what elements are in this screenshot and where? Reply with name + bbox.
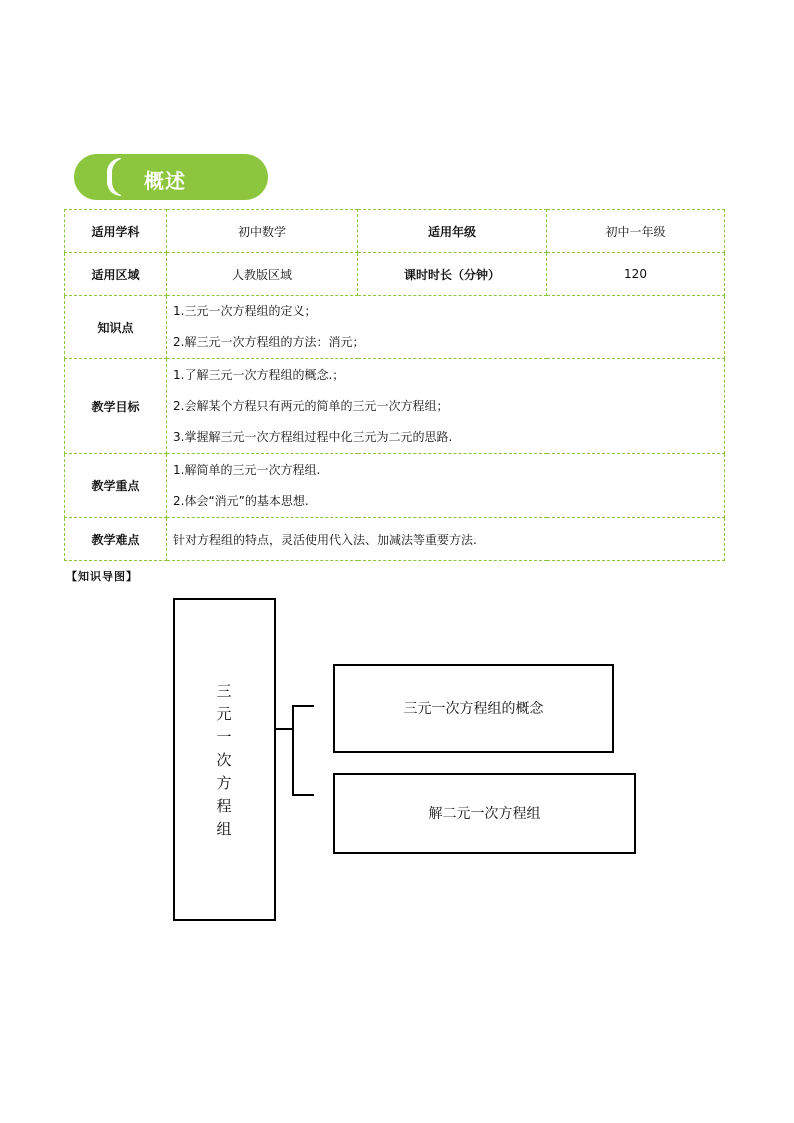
region-label: 适用区域 <box>65 253 167 296</box>
table-row <box>65 210 725 253</box>
knowledge-list <box>167 296 725 359</box>
connector-branch1 <box>292 705 314 707</box>
list-item: 2.体会“消元”的基本思想. <box>173 493 309 508</box>
banner-title: 概述 <box>144 169 186 193</box>
connector-branch2 <box>292 794 314 796</box>
connector-vertical <box>292 705 294 796</box>
course-info-table <box>64 209 725 561</box>
table-row <box>65 518 725 561</box>
region-value: 人教版区域 <box>167 253 358 296</box>
difficulty-label: 教学难点 <box>65 518 167 561</box>
keypoints-label: 教学重点 <box>65 454 167 518</box>
subject-value: 初中数学 <box>167 210 358 253</box>
table-row <box>65 253 725 296</box>
subject-label: 适用学科 <box>65 210 167 253</box>
connector-stem <box>274 728 294 730</box>
mindmap-root-label: 三 元 一 次 方 程 组 <box>216 682 232 838</box>
list-item: 2.会解某个方程只有两元的简单的三元一次方程组； <box>173 398 449 413</box>
mindmap-branch1-label: 三元一次方程组的概念 <box>403 701 544 717</box>
grade-label: 适用年级 <box>358 210 547 253</box>
difficulty-text: 针对方程组的特点，灵活使用代入法、加减法等重要方法. <box>167 518 725 561</box>
mindmap-branch2-label: 解二元一次方程组 <box>428 806 541 822</box>
goals-label: 教学目标 <box>65 359 167 454</box>
overview-banner <box>74 154 268 200</box>
duration-value: 120 <box>547 253 725 296</box>
grade-value: 初中一年级 <box>547 210 725 253</box>
list-item: 2.解三元一次方程组的方法：消元； <box>173 335 365 349</box>
list-item: 1.了解三元一次方程组的概念.； <box>173 367 345 382</box>
duration-label: 课时时长（分钟） <box>358 253 547 296</box>
banner-notch-inner <box>112 158 126 196</box>
list-item: 3.掌握解三元一次方程组过程中化三元为二元的思路. <box>173 429 453 444</box>
section-tag: 【知识导图】 <box>66 570 138 583</box>
list-item: 1.三元一次方程组的定义； <box>173 304 317 318</box>
knowledge-label: 知识点 <box>65 296 167 359</box>
table-row <box>65 454 725 518</box>
keypoints-list <box>167 454 725 518</box>
table-row <box>65 296 725 359</box>
list-item: 1.解简单的三元一次方程组. <box>173 462 321 477</box>
goals-list <box>167 359 725 454</box>
table-row <box>65 359 725 454</box>
